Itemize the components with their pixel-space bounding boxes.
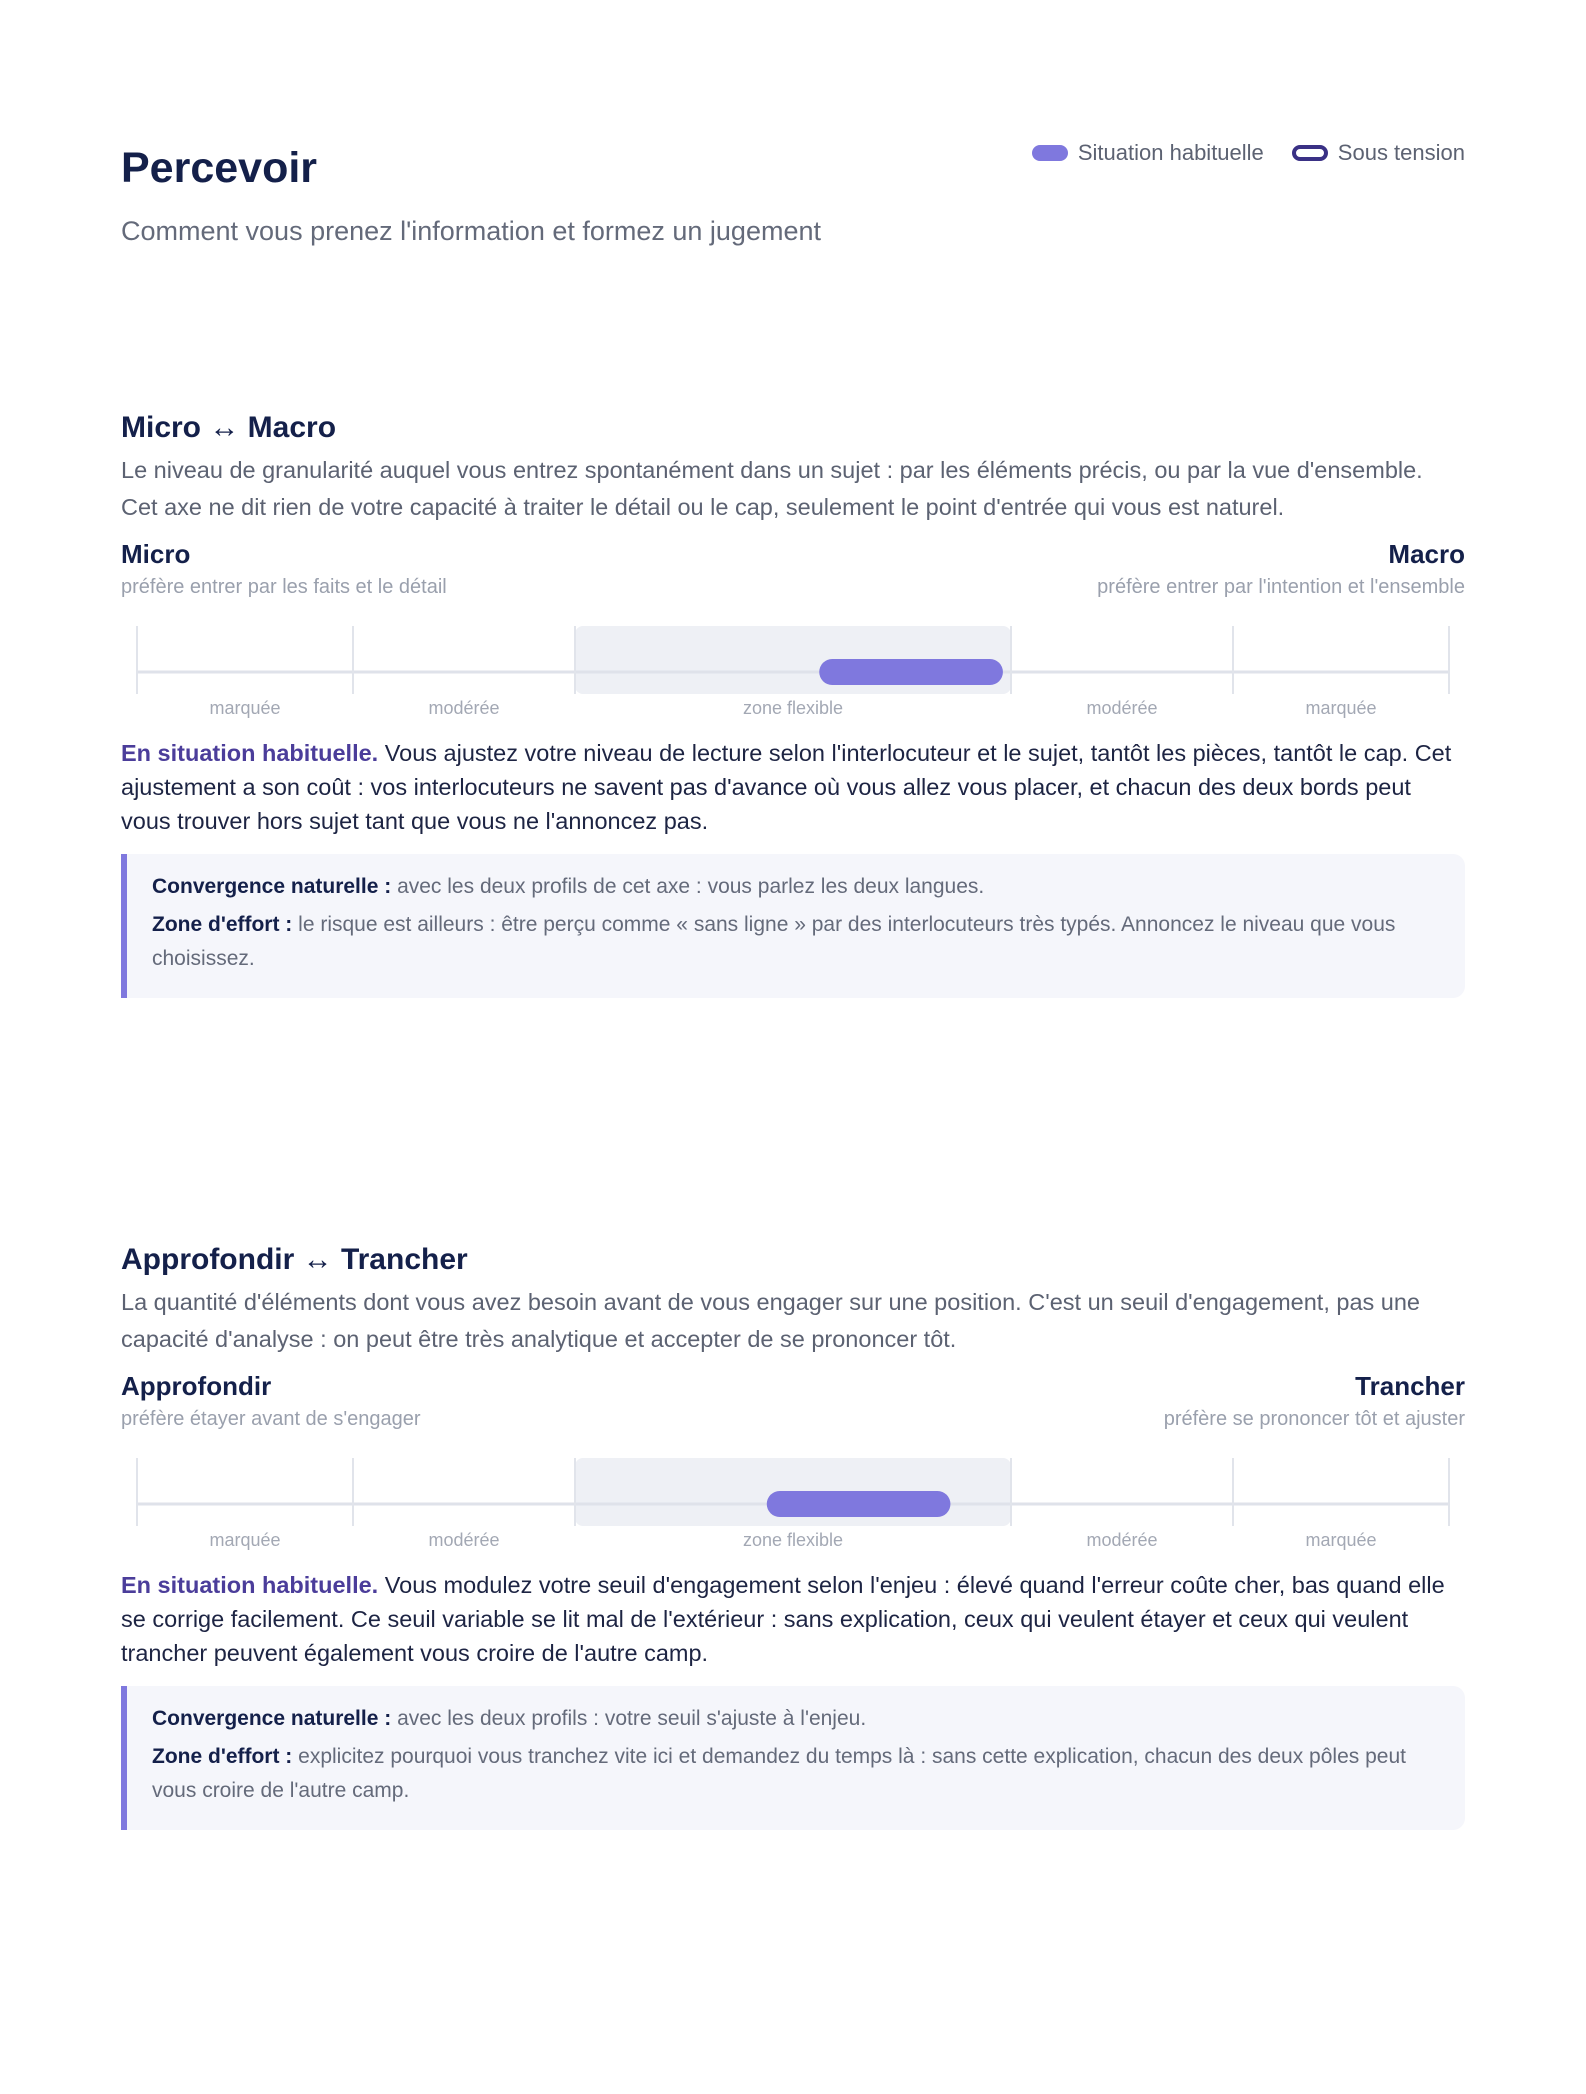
page-header <box>121 140 1465 260</box>
zone-label-moderate-left: modérée <box>428 1530 500 1550</box>
zone-labels <box>121 698 1465 724</box>
axis-poles <box>121 536 1465 606</box>
axis-description: La quantité d'éléments dont vous avez besoin avant de vous engager sur une position. C'est un seuil d'engagement, pas une capacité d'analyse : on peut être très analytique et accepter de se prononcer tôt. <box>121 1289 1421 1352</box>
habitual-range-bar <box>819 659 1003 685</box>
convergence-line <box>152 1702 1435 1736</box>
pole-right <box>1097 536 1465 599</box>
zone-label-flexible: zone flexible <box>742 698 844 718</box>
effort-text: le risque est ailleurs : être perçu comme « sans ligne » par des interlocuteurs très typés. Annoncez le niveau que vous choisissez. <box>152 913 1396 970</box>
zone-label-marked-left: marquée <box>209 1530 281 1550</box>
axis-poles <box>121 1368 1465 1438</box>
habitual-lead: En situation habituelle. <box>121 740 379 766</box>
convergence-label: Convergence naturelle : <box>152 875 392 898</box>
page-title: Percevoir <box>121 144 318 192</box>
pole-right-name: Trancher <box>1355 1371 1465 1401</box>
effort-label: Zone d'effort : <box>152 1745 293 1768</box>
legend-label-habitual: Situation habituelle <box>1077 140 1264 165</box>
pole-left <box>121 1368 421 1431</box>
axis-title: Approfondir ↔ Trancher <box>121 1243 468 1276</box>
zone-label-marked-right: marquée <box>1305 698 1377 718</box>
convergence-text: avec les deux profils de cet axe : vous parlez les deux langues. <box>391 875 985 898</box>
pole-right-name: Macro <box>1388 539 1465 569</box>
pole-right <box>1164 1368 1465 1431</box>
scale-graphic <box>121 1458 1465 1530</box>
zone-label-moderate-right: modérée <box>1086 698 1158 718</box>
zone-label-marked-right: marquée <box>1305 1530 1377 1550</box>
axis-section-approfondir-trancher <box>121 1240 1465 1830</box>
pole-left-name: Micro <box>121 539 191 569</box>
convergence-label: Convergence naturelle : <box>152 1707 392 1730</box>
habitual-text: Vous ajustez votre niveau de lecture selon l'interlocuteur et le sujet, tantôt les pièces, tantôt le cap. Cet ajustement a son coût : vos interlocuteurs ne savent pas d'avance où vous allez vous placer, et chacun des deux bords peut vous trouver hors sujet tant que vous ne l'annoncez pas. <box>121 740 1452 834</box>
axis-scale <box>121 1458 1465 1568</box>
effort-line <box>152 908 1435 976</box>
effort-line <box>152 1740 1435 1808</box>
callout-box <box>121 1686 1465 1830</box>
zone-label-moderate-right: modérée <box>1086 1530 1158 1550</box>
page-subtitle: Comment vous prenez l'information et formez un jugement <box>121 216 821 246</box>
callout-box <box>121 854 1465 998</box>
pole-right-hint: préfère entrer par l'intention et l'ensemble <box>1097 576 1465 598</box>
habitual-range-bar <box>767 1491 951 1517</box>
zone-label-moderate-left: modérée <box>428 698 500 718</box>
axis-description: Le niveau de granularité auquel vous entrez spontanément dans un sujet : par les éléments précis, ou par la vue d'ensemble. Cet axe ne dit rien de votre capacité à traiter le détail ou le cap, seulement le point d'entrée qui vous est naturel. <box>121 457 1423 520</box>
effort-text: explicitez pourquoi vous tranchez vite ici et demandez du temps là : sans cette explication, chacun des deux pôles peut vous croire de l'autre camp. <box>152 1745 1406 1802</box>
legend-swatch-tension <box>1292 145 1328 161</box>
legend-swatch-habitual <box>1032 145 1068 161</box>
pole-left-name: Approfondir <box>121 1371 272 1401</box>
pole-left-hint: préfère entrer par les faits et le détail <box>121 576 447 598</box>
convergence-text: avec les deux profils : votre seuil s'ajuste à l'enjeu. <box>391 1707 867 1730</box>
habitual-lead: En situation habituelle. <box>121 1572 379 1598</box>
habitual-paragraph <box>121 736 1465 838</box>
axis-scale <box>121 626 1465 736</box>
effort-label: Zone d'effort : <box>152 913 293 936</box>
pole-left-hint: préfère étayer avant de s'engager <box>121 1408 421 1430</box>
legend <box>1032 140 1465 166</box>
axis-title: Micro ↔ Macro <box>121 411 337 444</box>
legend-label-tension: Sous tension <box>1337 140 1465 165</box>
legend-item-habitual <box>1032 140 1264 166</box>
convergence-line <box>152 870 1435 904</box>
axis-section-micro-macro <box>121 408 1465 998</box>
pole-left <box>121 536 447 599</box>
scale-graphic <box>121 626 1465 698</box>
zone-label-flexible: zone flexible <box>742 1530 844 1550</box>
habitual-text: Vous modulez votre seuil d'engagement selon l'enjeu : élevé quand l'erreur coûte cher, bas quand elle se corrige facilement. Ce seuil variable se lit mal de l'extérieur : sans explication, ceux qui veulent étayer et ceux qui veulent trancher peuvent également vous croire de l'autre camp. <box>121 1572 1445 1666</box>
pole-right-hint: préfère se prononcer tôt et ajuster <box>1163 1408 1465 1430</box>
habitual-paragraph <box>121 1568 1465 1670</box>
legend-item-tension <box>1292 140 1465 166</box>
zone-labels <box>121 1530 1465 1556</box>
zone-label-marked-left: marquée <box>209 698 281 718</box>
